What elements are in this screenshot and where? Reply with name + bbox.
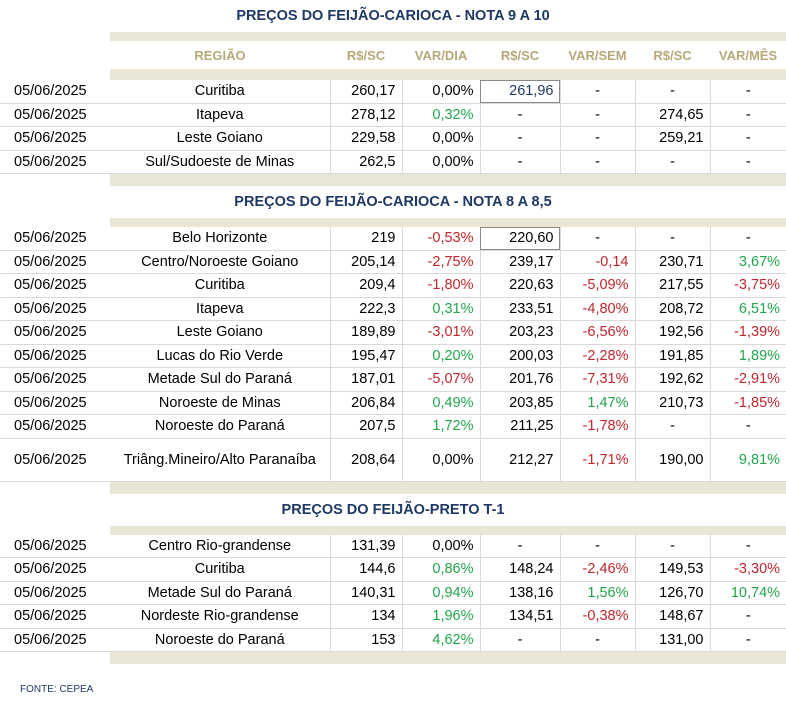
table-row — [0, 438, 786, 481]
separator-cell — [635, 652, 710, 665]
separator-cell — [0, 174, 110, 187]
separator-cell — [0, 218, 110, 227]
row-var-day: -3,01% — [402, 321, 480, 345]
row-price: 189,89 — [330, 321, 402, 345]
table-row — [0, 227, 786, 250]
row-price: 260,17 — [330, 80, 402, 103]
row-var-day: 1,72% — [402, 415, 480, 439]
row-var-week: 1,47% — [560, 391, 635, 415]
row-price-week: - — [480, 103, 560, 127]
separator-strip — [0, 174, 786, 187]
row-region: Lucas do Rio Verde — [110, 344, 330, 368]
row-price-month: 148,67 — [635, 605, 710, 629]
separator-cell — [0, 652, 110, 665]
column-header: VAR/SEM — [568, 47, 627, 63]
row-var-week: -7,31% — [560, 368, 635, 392]
separator-cell — [480, 69, 560, 80]
row-var-month: - — [710, 535, 786, 558]
row-price-month: 190,00 — [635, 438, 710, 481]
table-row — [0, 297, 786, 321]
row-var-week: - — [560, 150, 635, 174]
row-var-month: 6,51% — [710, 297, 786, 321]
row-var-week: 1,56% — [560, 581, 635, 605]
table-row — [0, 274, 786, 298]
row-date: 05/06/2025 — [0, 628, 110, 652]
row-price: 131,39 — [330, 535, 402, 558]
row-date: 05/06/2025 — [0, 227, 110, 250]
row-var-month: - — [710, 227, 786, 250]
source-note: FONTE: CEPEA — [20, 684, 94, 695]
row-var-day: 0,49% — [402, 391, 480, 415]
row-var-day: 0,00% — [402, 438, 480, 481]
table-row — [0, 628, 786, 652]
row-var-month: 1,89% — [710, 344, 786, 368]
separator-cell — [635, 174, 710, 187]
row-var-week: - — [560, 227, 635, 250]
table-row — [0, 391, 786, 415]
row-price: 222,3 — [330, 297, 402, 321]
row-region: Noroeste do Paraná — [110, 415, 330, 439]
row-date: 05/06/2025 — [0, 605, 110, 629]
row-price-month: 217,55 — [635, 274, 710, 298]
column-header: VAR/DIA — [414, 47, 468, 63]
separator-cell — [110, 652, 330, 665]
separator-cell — [402, 526, 480, 535]
row-var-week: - — [560, 127, 635, 151]
row-var-week: - — [560, 535, 635, 558]
row-price-week: 148,24 — [480, 558, 560, 582]
separator-cell — [330, 218, 402, 227]
row-var-month: -1,39% — [710, 321, 786, 345]
row-price-week: 220,60 — [480, 227, 560, 250]
column-header-row — [0, 41, 786, 69]
section-title: PREÇOS DO FEIJÃO-CARIOCA - NOTA 9 A 10 — [236, 8, 550, 24]
separator-cell — [635, 481, 710, 494]
separator-cell — [402, 218, 480, 227]
table-row — [0, 605, 786, 629]
row-price-month: 210,73 — [635, 391, 710, 415]
row-price: 144,6 — [330, 558, 402, 582]
row-region: Centro Rio-grandense — [110, 535, 330, 558]
row-region: Nordeste Rio-grandense — [110, 605, 330, 629]
separator-cell — [710, 174, 786, 187]
row-price-week: - — [480, 150, 560, 174]
separator-cell — [110, 481, 330, 494]
row-price-week: 203,23 — [480, 321, 560, 345]
section-title: PREÇOS DO FEIJÃO-CARIOCA - NOTA 8 A 8,5 — [234, 194, 552, 210]
separator-cell — [402, 652, 480, 665]
separator-strip — [0, 526, 786, 535]
row-var-month: - — [710, 415, 786, 439]
separator-cell — [330, 526, 402, 535]
row-var-month: -2,91% — [710, 368, 786, 392]
column-header: R$/SC — [500, 47, 540, 63]
row-var-day: 0,00% — [402, 80, 480, 103]
separator-cell — [710, 526, 786, 535]
row-var-week: -0,14 — [560, 250, 635, 274]
row-var-month: - — [710, 150, 786, 174]
row-date: 05/06/2025 — [0, 391, 110, 415]
row-price-week: 233,51 — [480, 297, 560, 321]
row-var-month: 10,74% — [710, 581, 786, 605]
row-price-week: 211,25 — [480, 415, 560, 439]
separator-cell — [0, 32, 110, 41]
row-var-week: -6,56% — [560, 321, 635, 345]
row-price-month: 192,62 — [635, 368, 710, 392]
separator-cell — [710, 481, 786, 494]
row-price-week: 203,85 — [480, 391, 560, 415]
row-price-month: - — [635, 227, 710, 250]
row-price: 205,14 — [330, 250, 402, 274]
separator-cell — [635, 32, 710, 41]
row-price-month: 126,70 — [635, 581, 710, 605]
row-price-week: 138,16 — [480, 581, 560, 605]
row-price-month: 274,65 — [635, 103, 710, 127]
separator-cell — [710, 32, 786, 41]
row-price: 207,5 — [330, 415, 402, 439]
separator-cell — [560, 218, 635, 227]
row-price-month: - — [635, 150, 710, 174]
row-price-week: 134,51 — [480, 605, 560, 629]
separator-cell — [330, 174, 402, 187]
separator-cell — [330, 652, 402, 665]
row-price-week: - — [480, 127, 560, 151]
row-var-day: -2,75% — [402, 250, 480, 274]
column-header: REGIÃO — [194, 47, 246, 63]
table-row — [0, 344, 786, 368]
row-region: Curitiba — [110, 274, 330, 298]
section-title-row — [0, 0, 786, 32]
row-var-week: - — [560, 103, 635, 127]
column-header: VAR/MÊS — [718, 47, 778, 63]
row-date: 05/06/2025 — [0, 558, 110, 582]
separator-cell — [710, 652, 786, 665]
separator-cell — [560, 174, 635, 187]
table-row — [0, 150, 786, 174]
separator-cell — [0, 481, 110, 494]
row-date: 05/06/2025 — [0, 150, 110, 174]
row-price-month: - — [635, 535, 710, 558]
row-price: 262,5 — [330, 150, 402, 174]
row-region: Triâng.Mineiro/Alto Paranaíba — [110, 438, 330, 481]
row-region: Belo Horizonte — [110, 227, 330, 250]
row-price-week: 201,76 — [480, 368, 560, 392]
row-date: 05/06/2025 — [0, 344, 110, 368]
separator-cell — [710, 218, 786, 227]
separator-cell — [560, 32, 635, 41]
table-row — [0, 415, 786, 439]
separator-strip — [0, 652, 786, 665]
row-region: Curitiba — [110, 80, 330, 103]
separator-cell — [110, 174, 330, 187]
row-price: 209,4 — [330, 274, 402, 298]
separator-strip — [0, 218, 786, 227]
row-region: Noroeste do Paraná — [110, 628, 330, 652]
row-var-month: -1,85% — [710, 391, 786, 415]
row-var-month: - — [710, 103, 786, 127]
header-blank — [0, 41, 110, 69]
table-row — [0, 535, 786, 558]
row-var-day: 0,00% — [402, 127, 480, 151]
row-region: Centro/Noroeste Goiano — [110, 250, 330, 274]
row-price-week: - — [480, 535, 560, 558]
separator-cell — [402, 69, 480, 80]
row-region: Itapeva — [110, 103, 330, 127]
row-var-day: 0,00% — [402, 535, 480, 558]
separator-cell — [480, 652, 560, 665]
row-region: Noroeste de Minas — [110, 391, 330, 415]
row-price-month: 259,21 — [635, 127, 710, 151]
row-date: 05/06/2025 — [0, 415, 110, 439]
row-price: 208,64 — [330, 438, 402, 481]
row-price-week: 239,17 — [480, 250, 560, 274]
separator-cell — [480, 218, 560, 227]
row-var-day: 0,00% — [402, 150, 480, 174]
row-price-month: 131,00 — [635, 628, 710, 652]
row-var-month: 3,67% — [710, 250, 786, 274]
separator-cell — [110, 69, 330, 80]
separator-cell — [402, 481, 480, 494]
row-price: 187,01 — [330, 368, 402, 392]
row-var-month: - — [710, 80, 786, 103]
row-var-week: - — [560, 628, 635, 652]
row-var-week: -1,71% — [560, 438, 635, 481]
row-var-day: 0,86% — [402, 558, 480, 582]
table-row — [0, 127, 786, 151]
row-var-month: 9,81% — [710, 438, 786, 481]
row-var-month: -3,30% — [710, 558, 786, 582]
row-price-month: 208,72 — [635, 297, 710, 321]
row-var-day: 0,94% — [402, 581, 480, 605]
row-price-week: 261,96 — [480, 80, 560, 103]
row-price: 278,12 — [330, 103, 402, 127]
row-price: 229,58 — [330, 127, 402, 151]
table-row — [0, 368, 786, 392]
separator-cell — [0, 69, 110, 80]
separator-cell — [480, 174, 560, 187]
separator-cell — [330, 69, 402, 80]
row-region: Curitiba — [110, 558, 330, 582]
row-var-week: -5,09% — [560, 274, 635, 298]
row-price-month: 192,56 — [635, 321, 710, 345]
row-date: 05/06/2025 — [0, 535, 110, 558]
row-price-month: 191,85 — [635, 344, 710, 368]
separator-cell — [710, 69, 786, 80]
row-var-day: -5,07% — [402, 368, 480, 392]
section-title-row — [0, 186, 786, 218]
separator-strip — [0, 69, 786, 80]
separator-cell — [330, 32, 402, 41]
row-var-day: -0,53% — [402, 227, 480, 250]
section-title: PREÇOS DO FEIJÃO-PRETO T-1 — [281, 501, 505, 518]
separator-cell — [402, 174, 480, 187]
row-var-week: - — [560, 80, 635, 103]
row-var-month: - — [710, 628, 786, 652]
separator-cell — [560, 526, 635, 535]
row-date: 05/06/2025 — [0, 438, 110, 481]
column-header: R$/SC — [653, 47, 692, 63]
column-header: R$/SC — [346, 47, 386, 63]
row-region: Metade Sul do Paraná — [110, 581, 330, 605]
section-title-row — [0, 494, 786, 526]
separator-strip — [0, 481, 786, 494]
row-price: 219 — [330, 227, 402, 250]
table-row — [0, 250, 786, 274]
row-region: Sul/Sudoeste de Minas — [110, 150, 330, 174]
separator-cell — [480, 526, 560, 535]
row-var-week: -2,28% — [560, 344, 635, 368]
row-var-week: -1,78% — [560, 415, 635, 439]
separator-cell — [560, 652, 635, 665]
row-price: 140,31 — [330, 581, 402, 605]
row-var-month: -3,75% — [710, 274, 786, 298]
table-row — [0, 558, 786, 582]
row-price-month: 149,53 — [635, 558, 710, 582]
row-region: Itapeva — [110, 297, 330, 321]
separator-cell — [560, 69, 635, 80]
row-var-day: 0,31% — [402, 297, 480, 321]
row-price: 206,84 — [330, 391, 402, 415]
row-price-week: 220,63 — [480, 274, 560, 298]
row-date: 05/06/2025 — [0, 274, 110, 298]
row-date: 05/06/2025 — [0, 250, 110, 274]
row-date: 05/06/2025 — [0, 127, 110, 151]
separator-cell — [480, 481, 560, 494]
separator-cell — [110, 526, 330, 535]
row-region: Metade Sul do Paraná — [110, 368, 330, 392]
separator-cell — [635, 526, 710, 535]
separator-cell — [480, 32, 560, 41]
separator-cell — [110, 218, 330, 227]
row-date: 05/06/2025 — [0, 80, 110, 103]
separator-cell — [330, 481, 402, 494]
row-date: 05/06/2025 — [0, 321, 110, 345]
row-date: 05/06/2025 — [0, 581, 110, 605]
row-date: 05/06/2025 — [0, 103, 110, 127]
row-price-month: 230,71 — [635, 250, 710, 274]
row-var-week: -4,80% — [560, 297, 635, 321]
separator-cell — [0, 526, 110, 535]
row-price-month: - — [635, 80, 710, 103]
row-price: 153 — [330, 628, 402, 652]
separator-strip — [0, 32, 786, 41]
separator-cell — [635, 69, 710, 80]
row-price-week: 200,03 — [480, 344, 560, 368]
row-var-week: -0,38% — [560, 605, 635, 629]
row-var-day: 0,20% — [402, 344, 480, 368]
row-price-month: - — [635, 415, 710, 439]
row-price-week: - — [480, 628, 560, 652]
row-var-month: - — [710, 605, 786, 629]
table-row — [0, 103, 786, 127]
row-var-month: - — [710, 127, 786, 151]
row-date: 05/06/2025 — [0, 297, 110, 321]
row-var-day: 4,62% — [402, 628, 480, 652]
separator-cell — [635, 218, 710, 227]
row-price-week: 212,27 — [480, 438, 560, 481]
separator-cell — [560, 481, 635, 494]
table-row — [0, 581, 786, 605]
row-region: Leste Goiano — [110, 127, 330, 151]
row-region: Leste Goiano — [110, 321, 330, 345]
separator-cell — [402, 32, 480, 41]
row-var-day: 1,96% — [402, 605, 480, 629]
row-price: 134 — [330, 605, 402, 629]
separator-cell — [110, 32, 330, 41]
row-var-day: -1,80% — [402, 274, 480, 298]
table-row — [0, 80, 786, 103]
row-var-day: 0,32% — [402, 103, 480, 127]
row-price: 195,47 — [330, 344, 402, 368]
table-row — [0, 321, 786, 345]
row-var-week: -2,46% — [560, 558, 635, 582]
row-date: 05/06/2025 — [0, 368, 110, 392]
